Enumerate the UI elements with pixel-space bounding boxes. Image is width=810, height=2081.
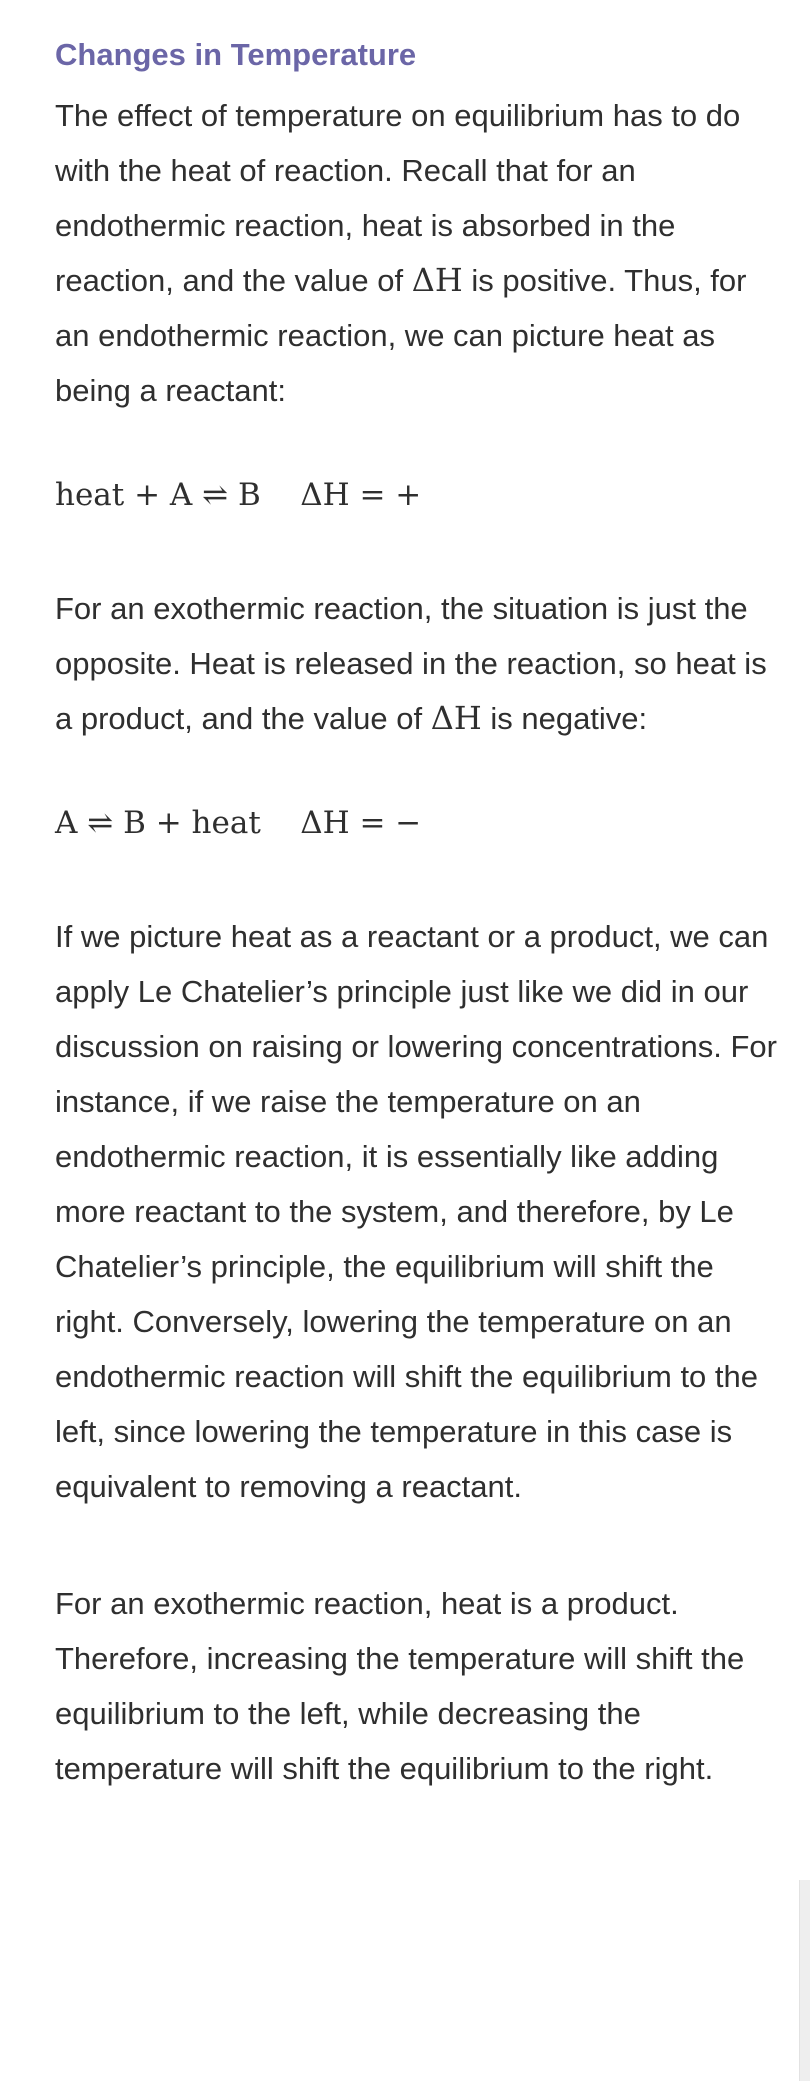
paragraph-text: For an exothermic reaction, the situation is just the opposite. Heat is released in the reaction, so heat is a product, and the value of (55, 591, 767, 736)
delta-h-symbol: ΔH (430, 699, 482, 737)
paragraph-text: The effect of temperature on equilibrium has to do with the heat of reaction. Recall that for an endothermic reaction, heat is absorbed in the reaction, and the value of (55, 98, 741, 298)
paragraph-text: is positive. Thus, for an endothermic reaction, we can picture heat as being a reactant: (55, 263, 747, 408)
scrollbar-thumb[interactable] (799, 1880, 810, 2081)
section-title: Changes in Temperature (55, 37, 417, 72)
paragraph-exothermic-summary: For an exothermic reaction, heat is a product. Therefore, increasing the temperature will shift the equilibrium to the left, while decreasing the temperature will shift the equilibrium to the right. (55, 1586, 745, 1786)
exothermic-equation: A ⇌ B + heat ΔH = − (55, 805, 422, 841)
paragraph-text: is negative: (481, 701, 648, 736)
paragraph-endothermic (55, 88, 780, 418)
delta-h-symbol: ΔH (411, 261, 463, 299)
paragraph-le-chatelier: If we picture heat as a reactant or a product, we can apply Le Chatelier’s principle just like we did in our discussion on raising or lowering concentrations. For instance, if we raise the temperature on an endothermic reaction, it is essentially like adding more reactant to the system, and therefore, by Le Chatelier’s principle, the equilibrium will shift the right. Conversely, lowering the temperature on an endothermic reaction will shift the equilibrium to the left, since lowering the temperature in this case is equivalent to removing a reactant. (55, 919, 777, 1504)
article-content (55, 30, 780, 1796)
endothermic-equation: heat + A ⇌ B ΔH = + (55, 477, 422, 513)
paragraph-exothermic (55, 581, 780, 746)
paragraph-spacer (55, 1514, 780, 1576)
